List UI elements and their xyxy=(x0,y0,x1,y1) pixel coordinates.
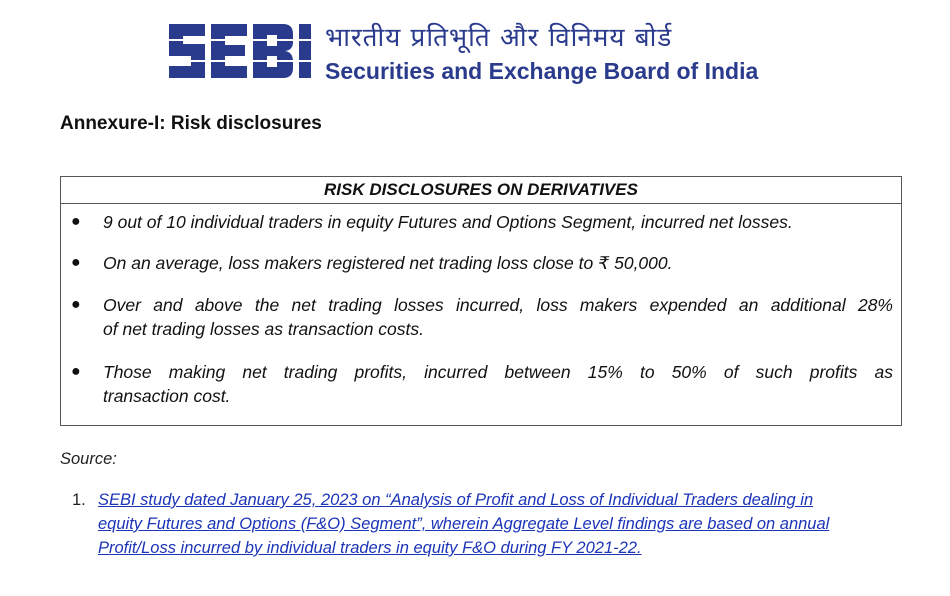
bullet-icon: ● xyxy=(71,296,81,313)
bullet-icon: ● xyxy=(71,213,81,230)
bullet-text: Over and above the net trading losses incurred, loss makers expended an additional 28% xyxy=(103,295,893,315)
reference-link-line-2[interactable]: equity Futures and Options (F&O) Segment”, wherein Aggregate Level findings are based on annual xyxy=(98,515,830,533)
bullet-icon: ● xyxy=(71,363,81,380)
annexure-title: Annexure-I: Risk disclosures xyxy=(60,113,322,134)
bullet-icon: ● xyxy=(71,254,81,271)
reference-number: 1. xyxy=(72,491,86,509)
sebi-english-name: Securities and Exchange Board of India xyxy=(325,58,759,84)
risk-disclosure-box xyxy=(60,176,902,426)
bullet-text: 9 out of 10 individual traders in equity Futures and Options Segment, incurred net losses. xyxy=(103,212,793,232)
reference-link[interactable]: SEBI study dated January 25, 2023 on “Analysis of Profit and Loss of Individual Traders dealing in xyxy=(98,491,814,509)
sebi-logo xyxy=(165,18,315,84)
bullet-text-continued: transaction cost. xyxy=(103,386,231,406)
bullet-text-continued: of net trading losses as transaction costs. xyxy=(103,319,424,339)
reference-link-line-3[interactable]: Profit/Loss incurred by individual traders in equity F&O during FY 2021-22. xyxy=(98,539,642,557)
sebi-hindi-name: भारतीय प्रतिभूति और विनिमय बोर्ड xyxy=(325,23,673,53)
sebi-header xyxy=(165,14,785,86)
risk-disclosure-heading: RISK DISCLOSURES ON DERIVATIVES xyxy=(61,177,901,204)
bullet-text: Those making net trading profits, incurred between 15% to 50% of such profits as xyxy=(103,362,893,382)
source-label: Source: xyxy=(60,450,117,468)
bullet-text: On an average, loss makers registered net trading loss close to ₹ 50,000. xyxy=(103,253,673,273)
